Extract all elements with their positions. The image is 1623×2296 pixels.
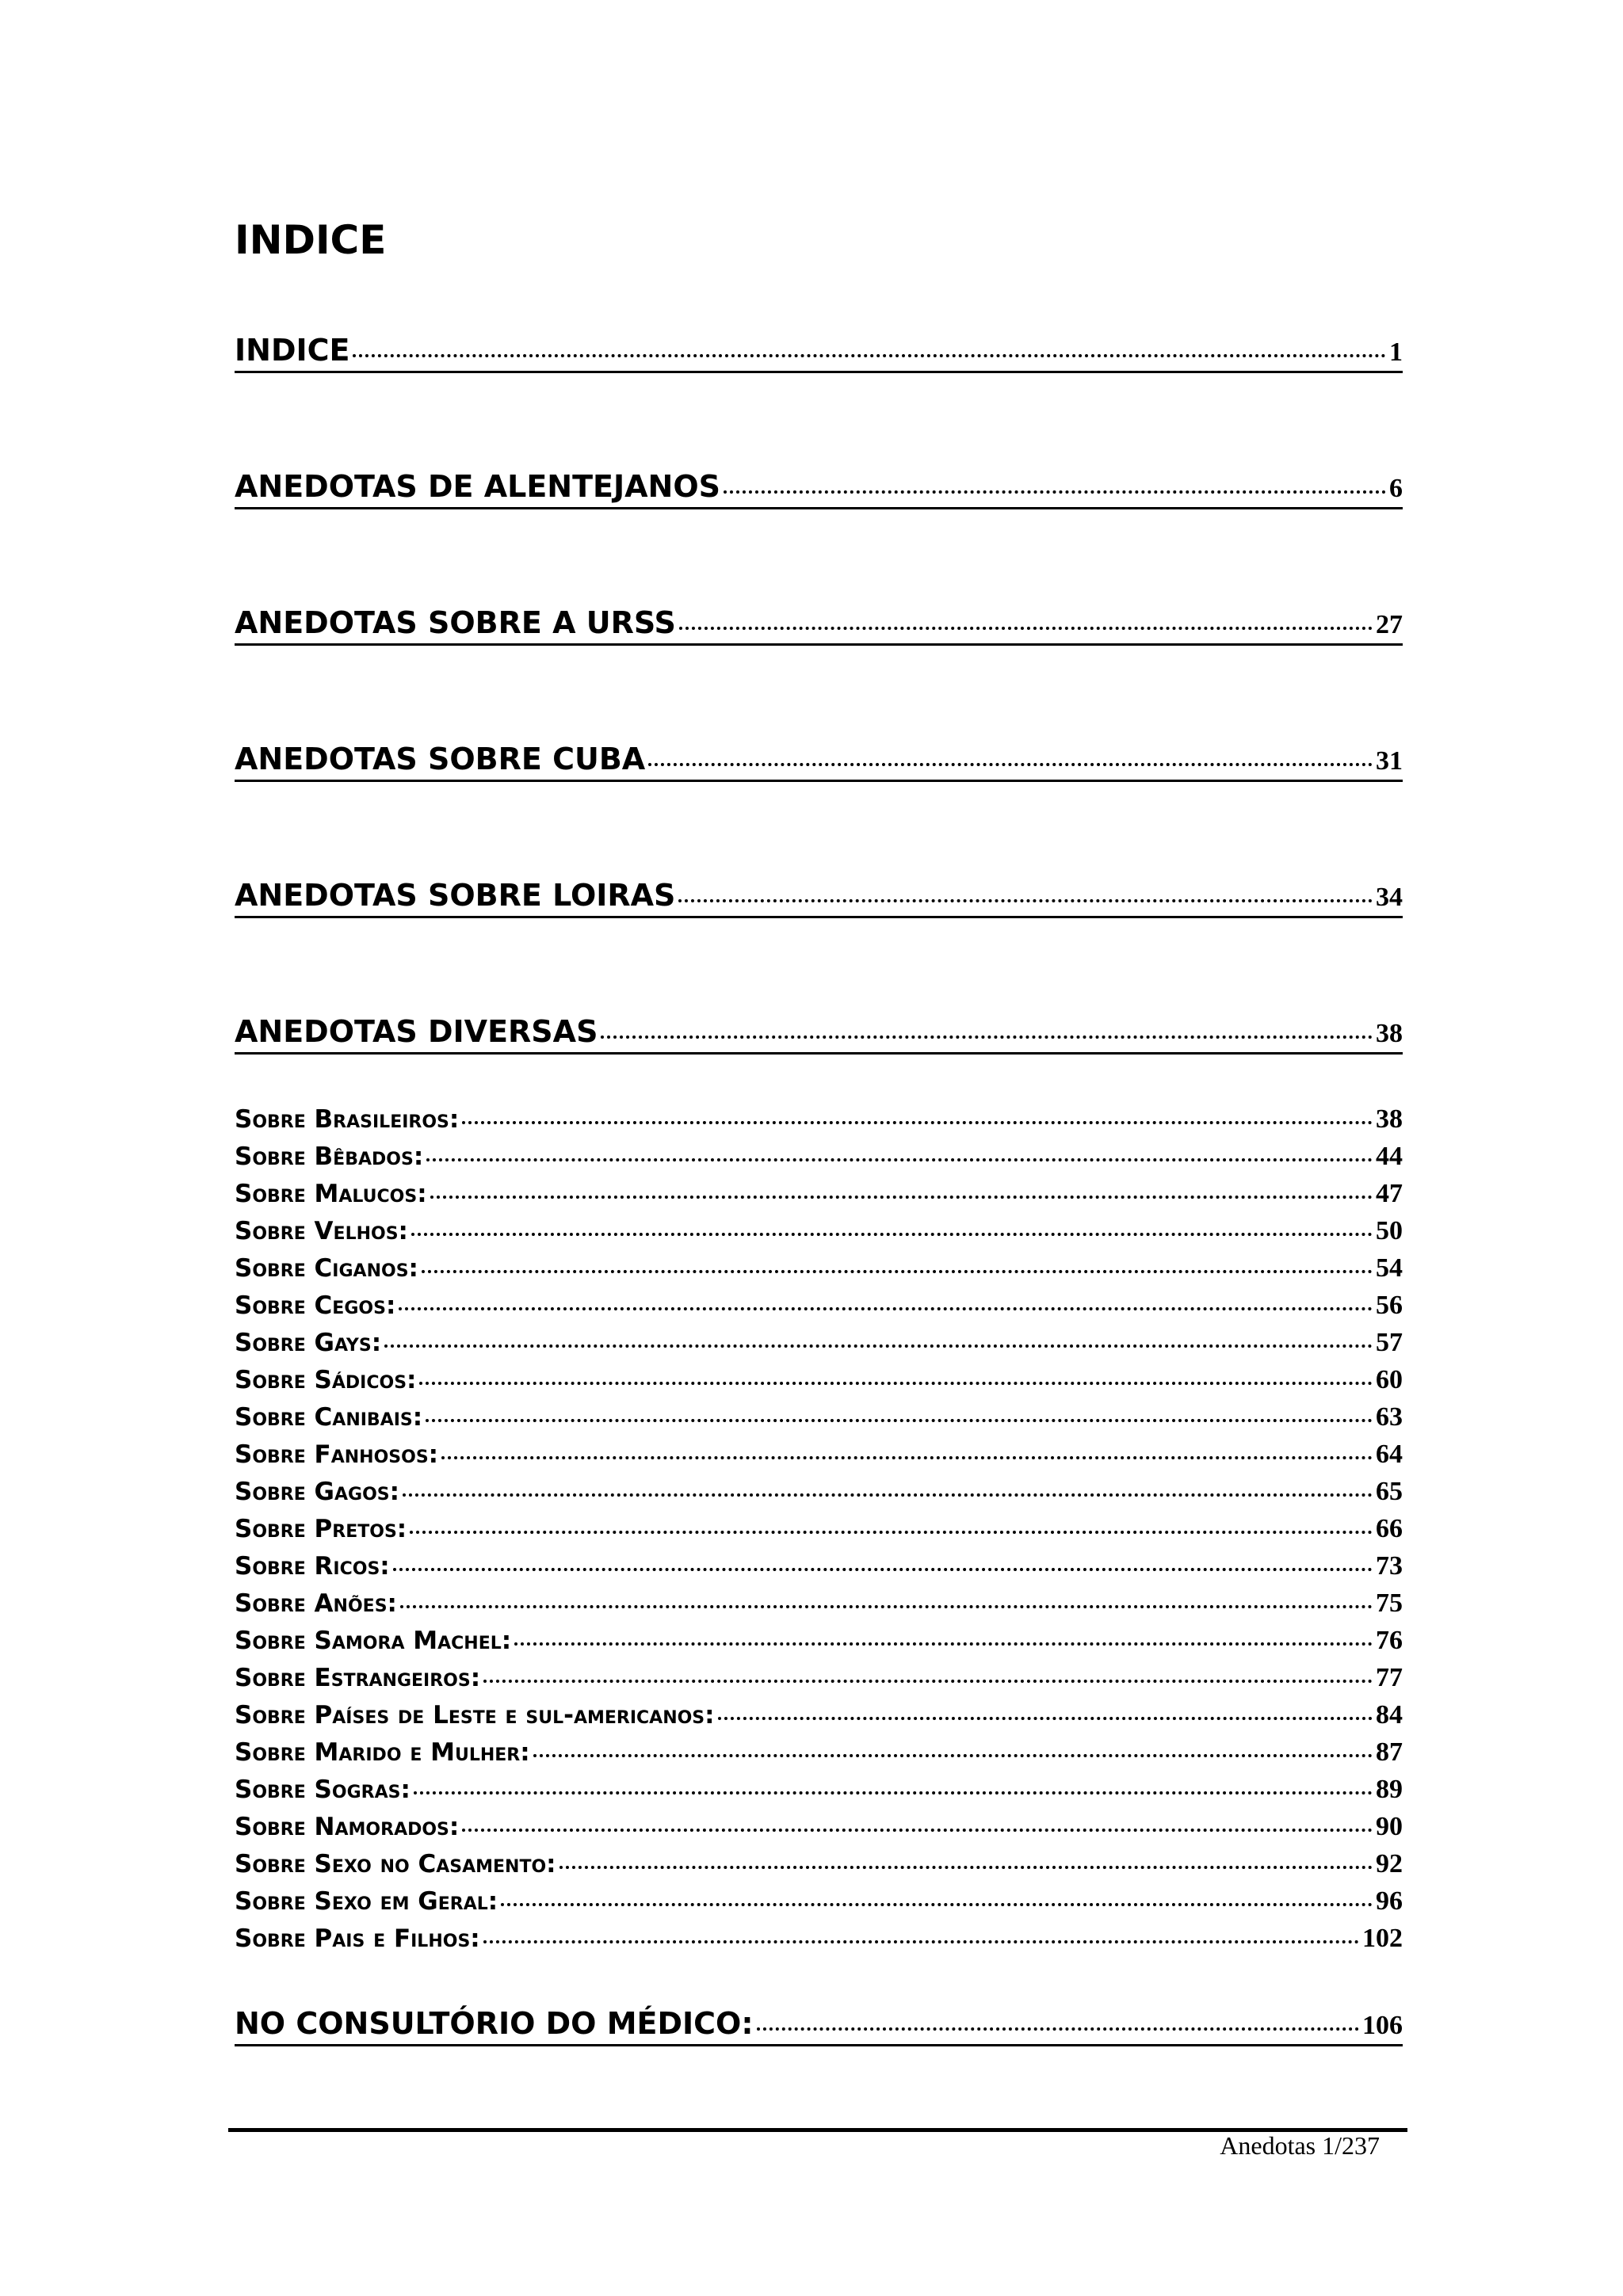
toc-subentry-page: 102 bbox=[1362, 1924, 1403, 1953]
toc-subentry-page: 56 bbox=[1376, 1291, 1403, 1320]
dot-leader bbox=[483, 1940, 1359, 1943]
toc-subentry[interactable] bbox=[235, 1440, 1403, 1471]
toc-entry-page: 38 bbox=[1376, 1019, 1403, 1048]
dot-leader bbox=[384, 1344, 1373, 1348]
toc-entry-page: 27 bbox=[1376, 610, 1403, 639]
toc-entry-diversas[interactable] bbox=[235, 1014, 1403, 1055]
dot-leader bbox=[430, 1196, 1373, 1199]
toc-subentry[interactable] bbox=[235, 1365, 1403, 1397]
toc-subentry-page: 76 bbox=[1376, 1626, 1403, 1655]
toc-subentry-page: 44 bbox=[1376, 1142, 1403, 1171]
toc-subentry[interactable] bbox=[235, 1142, 1403, 1173]
toc-subentry-label: Sobre Brasileiros: bbox=[235, 1105, 460, 1134]
toc-subentry-label: Sobre Ricos: bbox=[235, 1552, 390, 1581]
dot-leader bbox=[533, 1754, 1373, 1757]
toc-entry-label: ANEDOTAS SOBRE CUBA bbox=[235, 742, 646, 776]
toc-subentry-page: 84 bbox=[1376, 1700, 1403, 1730]
toc-subentry-label: Sobre Pais e Filhos: bbox=[235, 1924, 480, 1953]
toc-subentry-label: Sobre Sexo no Casamento: bbox=[235, 1850, 556, 1878]
dot-leader bbox=[462, 1829, 1373, 1832]
dot-leader bbox=[648, 763, 1373, 766]
toc-subentry-label: Sobre Fanhosos: bbox=[235, 1440, 439, 1469]
dot-leader bbox=[679, 627, 1373, 630]
dot-leader bbox=[501, 1903, 1373, 1906]
dot-leader bbox=[419, 1382, 1373, 1385]
toc-subentry[interactable] bbox=[235, 1737, 1403, 1769]
dot-leader bbox=[559, 1866, 1373, 1869]
toc-subentry-label: Sobre Estrangeiros: bbox=[235, 1664, 481, 1692]
dot-leader bbox=[601, 1035, 1373, 1039]
dot-leader bbox=[678, 899, 1373, 902]
toc-subentry[interactable] bbox=[235, 1514, 1403, 1546]
dot-leader bbox=[441, 1456, 1373, 1459]
toc-subentry-label: Sobre Sexo em Geral: bbox=[235, 1887, 498, 1916]
toc-entry-page: 1 bbox=[1389, 338, 1403, 367]
toc-subentry-page: 63 bbox=[1376, 1402, 1403, 1432]
toc-subentry-label: Sobre Anões: bbox=[235, 1589, 397, 1618]
dot-leader bbox=[353, 354, 1386, 357]
dot-leader bbox=[426, 1419, 1373, 1422]
dot-leader bbox=[403, 1493, 1373, 1497]
toc-subentry[interactable] bbox=[235, 1589, 1403, 1620]
toc-subentry-page: 87 bbox=[1376, 1737, 1403, 1767]
dot-leader bbox=[414, 1791, 1373, 1794]
toc-subentry-page: 64 bbox=[1376, 1440, 1403, 1469]
toc-subentry-label: Sobre Ciganos: bbox=[235, 1254, 418, 1283]
dot-leader bbox=[411, 1233, 1373, 1236]
dot-leader bbox=[757, 2027, 1359, 2031]
toc-subentry-label: Sobre Velhos: bbox=[235, 1217, 408, 1245]
dot-leader bbox=[462, 1121, 1373, 1124]
toc-entry-loiras[interactable] bbox=[235, 878, 1403, 918]
toc-subentry-label: Sobre Bêbados: bbox=[235, 1142, 424, 1171]
toc-subentry-label: Sobre Países de Leste e sul-americanos: bbox=[235, 1701, 715, 1730]
toc-subentry-page: 50 bbox=[1376, 1216, 1403, 1245]
toc-subentry-label: Sobre Namorados: bbox=[235, 1813, 460, 1841]
toc-subentry[interactable] bbox=[235, 1253, 1403, 1285]
toc-entry-label: ANEDOTAS DIVERSAS bbox=[235, 1014, 598, 1049]
toc-subentry[interactable] bbox=[235, 1812, 1403, 1844]
dot-leader bbox=[410, 1531, 1373, 1534]
toc-subentry-page: 75 bbox=[1376, 1589, 1403, 1618]
toc-subentry-page: 92 bbox=[1376, 1849, 1403, 1878]
toc-entry-cuba[interactable] bbox=[235, 742, 1403, 782]
toc-subentry-label: Sobre Sogras: bbox=[235, 1775, 411, 1804]
toc-subentry[interactable] bbox=[235, 1179, 1403, 1211]
toc-subentry-page: 54 bbox=[1376, 1253, 1403, 1283]
toc-entry-label: NO CONSULTÓRIO DO MÉDICO: bbox=[235, 2006, 754, 2041]
toc-subentry-label: Sobre Cegos: bbox=[235, 1291, 396, 1320]
toc-subentry[interactable] bbox=[235, 1924, 1403, 1955]
toc-entry-page: 31 bbox=[1376, 746, 1403, 776]
dot-leader bbox=[422, 1270, 1373, 1273]
toc-entry-alentejanos[interactable] bbox=[235, 469, 1403, 509]
toc-subentry[interactable] bbox=[235, 1216, 1403, 1248]
toc-entry-page: 106 bbox=[1362, 2011, 1403, 2040]
toc-subentry-page: 47 bbox=[1376, 1179, 1403, 1208]
toc-entry-consultorio[interactable] bbox=[235, 2006, 1403, 2046]
toc-subentry-label: Sobre Marido e Mulher: bbox=[235, 1738, 530, 1767]
toc-subentry[interactable] bbox=[235, 1626, 1403, 1657]
dot-leader bbox=[514, 1642, 1373, 1646]
toc-entry-page: 6 bbox=[1389, 474, 1403, 503]
toc-subentry[interactable] bbox=[235, 1775, 1403, 1806]
toc-subentry-label: Sobre Sádicos: bbox=[235, 1366, 417, 1394]
toc-subentry-page: 60 bbox=[1376, 1365, 1403, 1394]
page-title: INDICE bbox=[235, 217, 387, 263]
toc-subentry[interactable] bbox=[235, 1700, 1403, 1732]
dot-leader bbox=[718, 1717, 1373, 1720]
toc-subentry[interactable] bbox=[235, 1291, 1403, 1322]
page-footer: Anedotas 1/237 bbox=[1220, 2131, 1380, 2160]
toc-entry-page: 34 bbox=[1376, 883, 1403, 912]
toc-subentry-page: 96 bbox=[1376, 1886, 1403, 1916]
toc-entry-label: ANEDOTAS SOBRE LOIRAS bbox=[235, 878, 676, 913]
toc-subentry[interactable] bbox=[235, 1886, 1403, 1918]
toc-subentry-page: 38 bbox=[1376, 1104, 1403, 1134]
toc-entry-label: ANEDOTAS DE ALENTEJANOS bbox=[235, 469, 721, 504]
dot-leader bbox=[399, 1307, 1373, 1310]
toc-subentry[interactable] bbox=[235, 1402, 1403, 1434]
toc-subentry-label: Sobre Gays: bbox=[235, 1329, 382, 1357]
toc-entry-label: INDICE bbox=[235, 333, 350, 368]
toc-subentry-page: 89 bbox=[1376, 1775, 1403, 1804]
toc-entry-label: ANEDOTAS SOBRE A URSS bbox=[235, 605, 676, 640]
toc-subentry[interactable] bbox=[235, 1849, 1403, 1881]
toc-subentry[interactable] bbox=[235, 1328, 1403, 1360]
dot-leader bbox=[724, 490, 1386, 494]
toc-subentry[interactable] bbox=[235, 1477, 1403, 1508]
toc-subentry-label: Sobre Malucos: bbox=[235, 1180, 427, 1208]
toc-subentry-label: Sobre Canibais: bbox=[235, 1403, 423, 1432]
toc-subentry-label: Sobre Samora Machel: bbox=[235, 1627, 512, 1655]
toc-entry-indice[interactable] bbox=[235, 333, 1403, 373]
toc-entry-urss[interactable] bbox=[235, 605, 1403, 646]
dot-leader bbox=[400, 1605, 1373, 1608]
dot-leader bbox=[393, 1568, 1373, 1571]
toc-subentry-page: 57 bbox=[1376, 1328, 1403, 1357]
toc-subentry[interactable] bbox=[235, 1551, 1403, 1583]
toc-subentry-page: 90 bbox=[1376, 1812, 1403, 1841]
dot-leader bbox=[426, 1158, 1373, 1161]
toc-subentry-page: 73 bbox=[1376, 1551, 1403, 1581]
toc-subentry-label: Sobre Gagos: bbox=[235, 1478, 400, 1506]
toc-subentry-page: 66 bbox=[1376, 1514, 1403, 1543]
toc-subentry-page: 77 bbox=[1376, 1663, 1403, 1692]
toc-subentry[interactable] bbox=[235, 1663, 1403, 1695]
toc-subentry[interactable] bbox=[235, 1104, 1403, 1136]
dot-leader bbox=[483, 1680, 1373, 1683]
toc-subentry-label: Sobre Pretos: bbox=[235, 1515, 407, 1543]
toc-subentry-page: 65 bbox=[1376, 1477, 1403, 1506]
